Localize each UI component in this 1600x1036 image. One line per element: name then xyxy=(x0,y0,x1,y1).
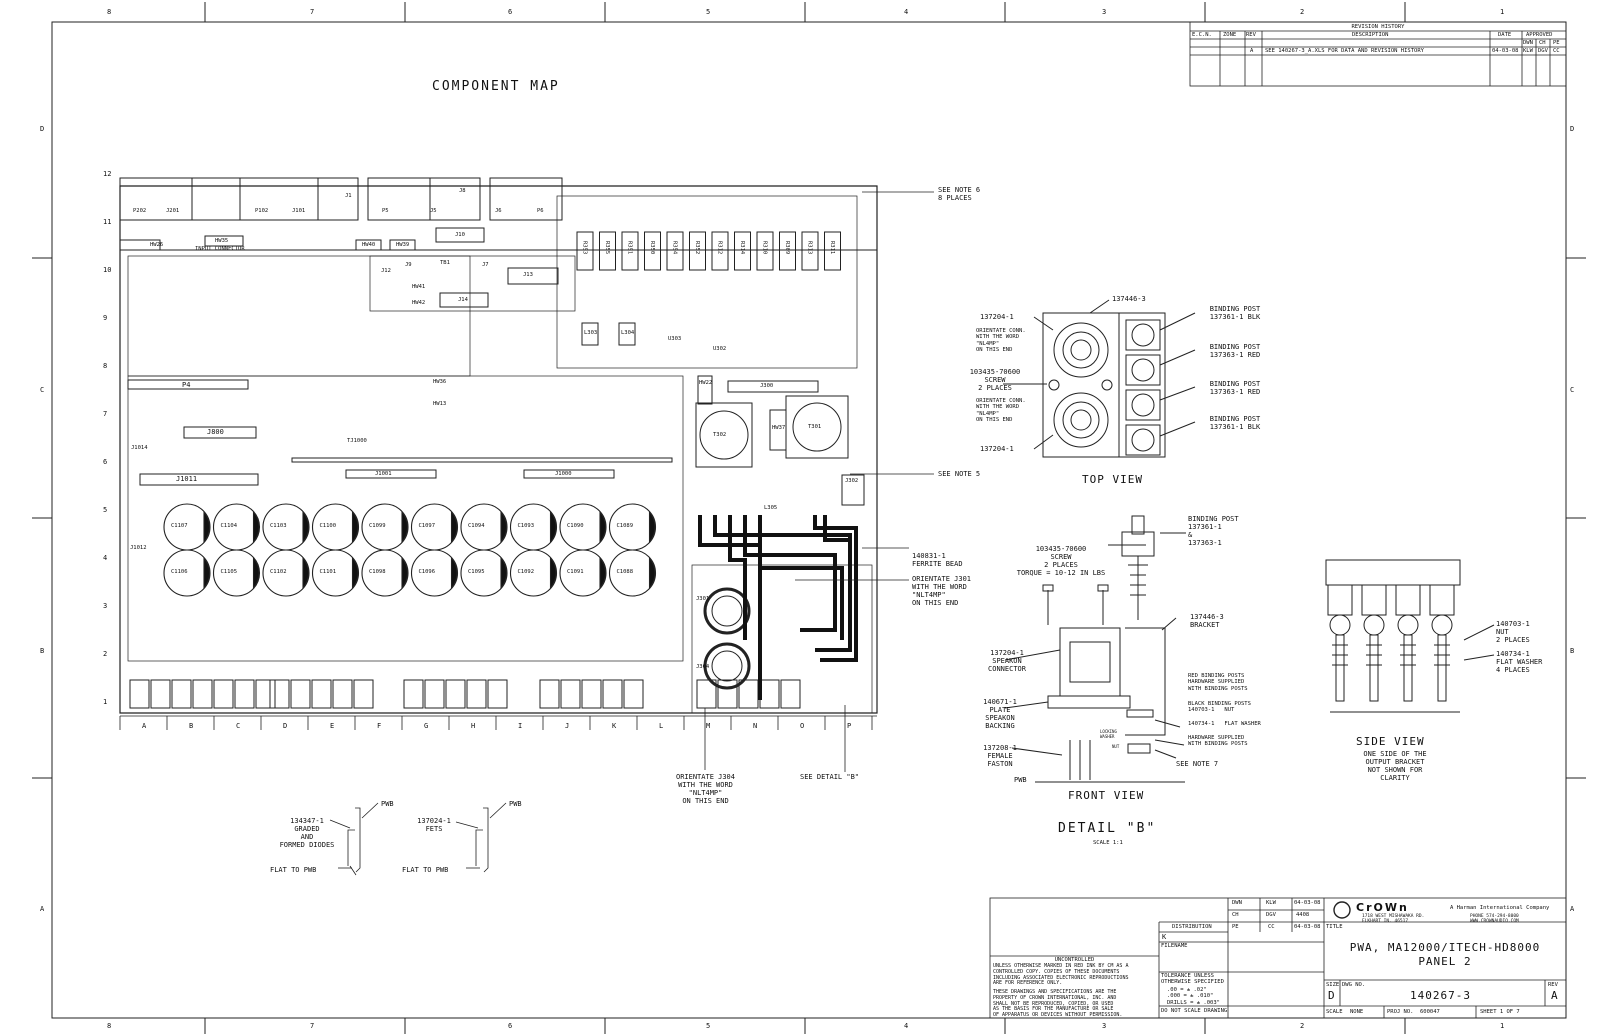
board-row-number: 7 xyxy=(103,410,108,418)
tb-scale-label: SCALE xyxy=(1326,1009,1343,1015)
tb-title-label: TITLE xyxy=(1326,924,1343,930)
label-l303: L303 xyxy=(584,330,598,336)
board-col-letter: I xyxy=(518,722,523,730)
label-j1011: J1011 xyxy=(176,475,198,483)
tb-proj-label: PROJ NO. xyxy=(1387,1009,1414,1015)
callout-ferrite-bead: 140831-1 FERRITE BEAD xyxy=(912,552,963,569)
border-col-label-top: 5 xyxy=(706,8,711,16)
fv-red-binding-posts: RED BINDING POSTS HARDWARE SUPPLIED WITH BINDING POSTS xyxy=(1188,673,1248,692)
board-col-letter: D xyxy=(283,722,288,730)
capacitor-label: C1100 xyxy=(319,523,337,529)
label-j1: J1 xyxy=(345,193,352,199)
board-col-letter: C xyxy=(236,722,241,730)
tb-pe-by: CC xyxy=(1268,924,1275,930)
rh-head-date: DATE xyxy=(1498,32,1512,38)
tb-rev-label: REV xyxy=(1548,982,1558,988)
label-j12: J12 xyxy=(381,268,391,274)
label-hw37: HW37 xyxy=(772,425,786,431)
border-col-label-top: 4 xyxy=(904,8,909,16)
capacitor-label: C1105 xyxy=(220,569,238,575)
label-hw36: HW36 xyxy=(433,379,447,385)
sv-washer: 140734-1 FLAT WASHER 4 PLACES xyxy=(1496,650,1543,675)
rh-head-rev: REV xyxy=(1246,32,1256,38)
fv-speakon: 137204-1 SPEAKON CONNECTOR xyxy=(988,649,1026,674)
tb-ch-by: DGV xyxy=(1266,912,1276,918)
border-row-label-right: C xyxy=(1570,386,1575,394)
board-row-number: 2 xyxy=(103,650,108,658)
tb-dwn-by: KLW xyxy=(1266,900,1276,906)
front-view-title: FRONT VIEW xyxy=(1068,789,1145,802)
tb-rev: A xyxy=(1551,989,1559,1002)
label-hw39: HW39 xyxy=(396,242,410,248)
fv-faston: 137208-1 FEMALE FASTON xyxy=(983,744,1017,769)
rh-head-zone: ZONE xyxy=(1223,32,1237,38)
tv-binding-post-4: BINDING POST 137361-1 BLK xyxy=(1209,415,1261,432)
label-hw35: HW35 xyxy=(215,238,229,244)
rh-sub-ch: CH xyxy=(1539,40,1546,46)
label-j300: J300 xyxy=(760,383,774,389)
callout-see-note5: SEE NOTE 5 xyxy=(938,470,981,478)
board-row-number: 12 xyxy=(103,170,112,178)
label-j101: J101 xyxy=(292,208,306,214)
tb-size: D xyxy=(1328,989,1336,1002)
fv-binding-post: BINDING POST 137361-1 & 137363-1 xyxy=(1188,515,1239,548)
tb-phone: PHONE 574-294-8000 WWW.CROWNAUDIO.COM xyxy=(1470,914,1519,925)
board-col-letter: J xyxy=(565,722,570,730)
tb-harman: A Harman International Company xyxy=(1450,905,1550,911)
tb-ch-date: 4408 xyxy=(1296,912,1310,918)
detail-b-scale: SCALE 1:1 xyxy=(1093,840,1123,846)
resistor-label: R355 xyxy=(603,241,610,255)
capacitor-label: C1094 xyxy=(468,523,485,529)
tb-uncontrolled-head: UNCONTROLLED xyxy=(1054,957,1095,963)
tb-distribution: DISTRIBUTION xyxy=(1172,924,1212,930)
board-row-number: 9 xyxy=(103,314,108,322)
board-col-letter: B xyxy=(189,722,194,730)
label-j8: J8 xyxy=(459,188,466,194)
label-j1000: J1000 xyxy=(555,471,572,477)
capacitor-label: C1091 xyxy=(567,569,584,575)
resistor-label: R312 xyxy=(716,241,723,255)
output-wiring xyxy=(700,515,856,700)
label-u303: U303 xyxy=(668,336,682,342)
crown-logo: CrOWn xyxy=(1356,901,1409,914)
resistor-label: R352 xyxy=(693,241,700,255)
rh-row-date: 04-03-08 xyxy=(1492,48,1519,54)
border-col-label-top: 2 xyxy=(1300,8,1305,16)
rh-row-ch: DGV xyxy=(1538,48,1548,54)
capacitor-label: C1107 xyxy=(171,523,188,529)
label-p5: P5 xyxy=(382,208,389,214)
resistor-label: R353 xyxy=(581,241,588,255)
callout-pwb-1: PWB xyxy=(381,800,394,808)
tb-tolerance: TOLERANCE UNLESS OTHERWISE SPECIFIED xyxy=(1161,973,1224,986)
board-col-letter: M xyxy=(706,722,711,730)
label-tb1: TB1 xyxy=(440,260,450,266)
border-row-label-right: D xyxy=(1570,125,1575,133)
tb-sheet: SHEET 1 OF 7 xyxy=(1480,1009,1520,1015)
label-u302: U302 xyxy=(713,346,727,352)
callout-flat-to-pwb-1: FLAT TO PWB xyxy=(270,866,317,874)
tb-address: 1718 WEST MISHAWAKA RD. ELKHART IN. 46517 xyxy=(1362,914,1425,925)
capacitor-label: C1093 xyxy=(517,523,535,529)
tb-dwn-date: 04-03-08 xyxy=(1294,900,1321,906)
border-row-label-left: D xyxy=(40,125,45,133)
label-p102: P102 xyxy=(255,208,269,214)
capacitor-label: C1101 xyxy=(319,569,337,575)
tb-title-2: PANEL 2 xyxy=(1418,955,1472,968)
label-input-connector: INPUT CONNECTOR xyxy=(195,246,245,252)
capacitor-label: C1095 xyxy=(468,569,485,575)
capacitor-label: C1106 xyxy=(171,569,188,575)
board-row-number: 10 xyxy=(103,266,112,274)
board-col-letter: G xyxy=(424,722,429,730)
callout-fets: 137024-1 FETS xyxy=(417,817,451,834)
label-hw13: HW13 xyxy=(433,401,447,407)
tv-orient-a: ORIENTATE CONN. WITH THE WORD "NL4MP" ON THIS END xyxy=(976,328,1026,353)
border-col-label-bottom: 8 xyxy=(107,1022,112,1030)
label-j14: J14 xyxy=(458,297,468,303)
capacitor-label: C1088 xyxy=(616,569,634,575)
fv-flat-washer: 140734-1 FLAT WASHER xyxy=(1188,721,1261,727)
resistor-label: R313 xyxy=(806,241,813,255)
board-col-letter: F xyxy=(377,722,382,730)
board-row-number: 5 xyxy=(103,506,108,514)
fv-hw-supplied: HARDWARE SUPPLIED WITH BINDING POSTS xyxy=(1188,735,1248,748)
board-col-letter: K xyxy=(612,722,617,730)
tv-orient-b: ORIENTATE CONN. WITH THE WORD "NL4MP" ON THIS END xyxy=(976,398,1026,423)
resistor-label: R351 xyxy=(626,241,633,255)
tb-dwg-no: 140267-3 xyxy=(1410,989,1471,1002)
label-t301: T301 xyxy=(808,424,822,430)
capacitor-label: C1090 xyxy=(567,523,584,529)
label-hw41: HW41 xyxy=(412,284,426,290)
label-j13: J13 xyxy=(523,272,533,278)
rh-head-description: DESCRIPTION xyxy=(1352,32,1389,38)
border-col-label-top: 1 xyxy=(1500,8,1505,16)
label-j1001: J1001 xyxy=(375,471,392,477)
side-view-drawing xyxy=(1326,560,1494,712)
board-row-number: 3 xyxy=(103,602,108,610)
label-l305: L305 xyxy=(764,505,778,511)
board-row-number: 1 xyxy=(103,698,108,706)
board-col-letter: H xyxy=(471,722,476,730)
capacitor-label: C1089 xyxy=(616,523,634,529)
border-col-label-bottom: 1 xyxy=(1500,1022,1505,1030)
border-col-label-top: 6 xyxy=(508,8,513,16)
label-j302: J302 xyxy=(845,478,859,484)
tb-pe: PE xyxy=(1232,924,1239,930)
tb-pe-date: 04-03-08 xyxy=(1294,924,1321,930)
tb-filename: FILENAME xyxy=(1161,943,1188,949)
tb-proprietary: THESE DRAWINGS AND SPECIFICATIONS ARE THE PROPERTY OF CROWN INTERNATIONAL, INC. AND SHALL NOT BE REPRODUCED, COPIED, OR USED AS THE BASIS FOR THE MANUFACTURE OR SALE OF APPARATUS OR DEVICES WITHOUT PERMISSION. xyxy=(993,989,1123,1018)
board-row-number: 8 xyxy=(103,362,108,370)
label-hw22: HW22 xyxy=(699,380,713,386)
board-col-letter: A xyxy=(142,722,147,730)
capacitor-label: C1102 xyxy=(270,569,287,575)
fv-pwb: PWB xyxy=(1014,776,1027,784)
label-t302: T302 xyxy=(713,432,727,438)
border-col-label-bottom: 2 xyxy=(1300,1022,1305,1030)
callout-orientate-j301: ORIENTATE J301 WITH THE WORD "NLT4MP" ON THIS END xyxy=(912,575,972,608)
tb-tolerance-values: .00 = ± .02" .000 = ± .010" DRILLS = ± .003" xyxy=(1167,987,1220,1006)
resistor-label: R311 xyxy=(828,241,835,255)
tb-title-1: PWA, MA12000/ITECH-HD8000 xyxy=(1349,941,1541,954)
tb-do-not-scale: DO NOT SCALE DRAWING xyxy=(1161,1008,1228,1014)
tb-dwn: DWN xyxy=(1232,900,1242,906)
border-col-label-top: 7 xyxy=(310,8,315,16)
resistor-label: R350 xyxy=(648,241,655,255)
label-hw26: HW26 xyxy=(150,242,164,248)
tb-scale: NONE xyxy=(1350,1009,1364,1015)
tv-137204-a: 137204-1 xyxy=(980,313,1014,321)
tv-binding-post-2: BINDING POST 137363-1 RED xyxy=(1209,343,1261,360)
border-col-label-bottom: 7 xyxy=(310,1022,315,1030)
border-row-label-left: B xyxy=(40,647,45,655)
board-col-letter: L xyxy=(659,722,664,730)
rh-sub-pe: PE xyxy=(1553,40,1560,46)
resistor-label: R314 xyxy=(738,241,745,255)
side-view-title: SIDE VIEW xyxy=(1356,735,1425,748)
board-col-letter: E xyxy=(330,722,335,730)
fv-see-note7: SEE NOTE 7 xyxy=(1176,760,1219,768)
resistor-label: R310 xyxy=(761,241,768,255)
label-j301: J301 xyxy=(696,596,710,602)
label-j9: J9 xyxy=(405,262,412,268)
component-map-title: COMPONENT MAP xyxy=(432,79,560,94)
label-j1012: J1012 xyxy=(130,545,147,551)
callout-flat-to-pwb-2: FLAT TO PWB xyxy=(402,866,449,874)
resistor-label: R309 xyxy=(783,241,790,255)
pcb-outline xyxy=(120,186,877,713)
rh-row-description: SEE 140267-3_A.XLS FOR DATA AND REVISION HISTORY xyxy=(1265,48,1424,54)
label-p6: P6 xyxy=(537,208,544,214)
border-row-label-right: A xyxy=(1570,905,1575,913)
capacitor-label: C1096 xyxy=(418,569,436,575)
label-j1014: J1014 xyxy=(131,445,148,451)
tb-dwg-label: DWG NO. xyxy=(1342,982,1366,988)
label-p202: P202 xyxy=(133,208,147,214)
fv-plate: 140671-1 PLATE SPEAKON BACKING xyxy=(983,698,1017,731)
label-j304: J304 xyxy=(696,664,710,670)
label-j800: J800 xyxy=(207,428,224,436)
label-tj1000: TJ1000 xyxy=(347,438,367,444)
border-col-label-top: 3 xyxy=(1102,8,1107,16)
border-col-label-bottom: 4 xyxy=(904,1022,909,1030)
resistor-label: R354 xyxy=(671,241,678,255)
callout-pwb-2: PWB xyxy=(509,800,522,808)
callout-diodes: 134347-1 GRADED AND FORMED DIODES xyxy=(279,817,335,850)
capacitor-label: C1099 xyxy=(369,523,386,529)
label-hw40: HW40 xyxy=(362,242,376,248)
label-l304: L304 xyxy=(621,330,635,336)
rh-head-ecn: E.C.N. xyxy=(1192,32,1212,38)
fv-black-binding-posts: BLACK BINDING POSTS 140703-1 NUT xyxy=(1188,701,1251,714)
tb-ch: CH xyxy=(1232,912,1239,918)
border-row-label-left: A xyxy=(40,905,45,913)
label-p4: P4 xyxy=(182,381,191,389)
side-view-desc: ONE SIDE OF THE OUTPUT BRACKET NOT SHOWN FOR CLARITY xyxy=(1363,750,1427,783)
capacitor-label: C1097 xyxy=(418,523,436,529)
sv-nut: 140703-1 NUT 2 PLACES xyxy=(1496,620,1530,645)
rh-row-pe: CC xyxy=(1553,48,1560,54)
border-col-label-bottom: 6 xyxy=(508,1022,513,1030)
board-col-letter: N xyxy=(753,722,758,730)
label-j201: J201 xyxy=(166,208,180,214)
fv-bracket: 137446-3 BRACKET xyxy=(1190,613,1224,630)
rh-row-dwn: KLW xyxy=(1523,48,1533,54)
rh-head-approved: APPROVED xyxy=(1526,32,1553,38)
label-j10: J10 xyxy=(455,232,465,238)
tb-dist-k: K xyxy=(1162,933,1167,941)
fv-nut: NUT xyxy=(1112,744,1120,749)
top-view-title: TOP VIEW xyxy=(1082,473,1143,486)
capacitor-label: C1103 xyxy=(270,523,287,529)
label-j5: J5 xyxy=(430,208,437,214)
rh-row-rev: A xyxy=(1250,48,1254,54)
fv-locking-washer: LOCKING WASHER xyxy=(1100,729,1117,739)
tb-size-label: SIZE xyxy=(1326,982,1340,988)
detail-b-title: DETAIL "B" xyxy=(1058,821,1157,836)
callout-orientate-j304: ORIENTATE J304 WITH THE WORD "NLT4MP" ON THIS END xyxy=(675,773,735,806)
tb-proj: 600047 xyxy=(1420,1009,1440,1015)
border-col-label-bottom: 3 xyxy=(1102,1022,1107,1030)
board-row-number: 11 xyxy=(103,218,112,226)
border-col-label-top: 8 xyxy=(107,8,112,16)
label-j6: J6 xyxy=(495,208,502,214)
rh-sub-dwn: DWN xyxy=(1523,40,1533,46)
fv-screw: 103435-70600 SCREW 2 PLACES TORQUE = 10-12 IN LBS xyxy=(1016,545,1106,578)
board-col-letter: O xyxy=(800,722,805,730)
tv-137446: 137446-3 xyxy=(1112,295,1146,303)
tv-binding-post-1: BINDING POST 137361-1 BLK xyxy=(1209,305,1261,322)
capacitor-label: C1104 xyxy=(220,523,238,529)
callout-see-note6: SEE NOTE 6 8 PLACES xyxy=(938,186,981,203)
label-j7: J7 xyxy=(482,262,489,268)
border-row-label-right: B xyxy=(1570,647,1575,655)
board-row-number: 4 xyxy=(103,554,108,562)
tv-binding-post-3: BINDING POST 137363-1 RED xyxy=(1209,380,1261,397)
tv-137204-b: 137204-1 xyxy=(980,445,1014,453)
label-hw42: HW42 xyxy=(412,300,426,306)
board-row-number: 6 xyxy=(103,458,108,466)
callout-see-detail-b: SEE DETAIL "B" xyxy=(800,773,860,781)
tv-screw: 103435-70600 SCREW 2 PLACES xyxy=(969,368,1021,393)
revision-history-title: REVISION HISTORY xyxy=(1351,24,1405,30)
capacitor-label: C1098 xyxy=(369,569,386,575)
board-col-letter: P xyxy=(847,722,852,730)
border-col-label-bottom: 5 xyxy=(706,1022,711,1030)
border-row-label-left: C xyxy=(40,386,45,394)
capacitor-label: C1092 xyxy=(517,569,535,575)
tb-uncontrolled: UNLESS OTHERWISE MARKED IN RED INK BY CM AS A CONTROLLED COPY. COPIES OF THESE DOCUMENTS INCLUDING ASSOCIATED ELECTRONIC REPRODUCTIONS ARE FOR REFERENCE ONLY. xyxy=(993,963,1129,987)
